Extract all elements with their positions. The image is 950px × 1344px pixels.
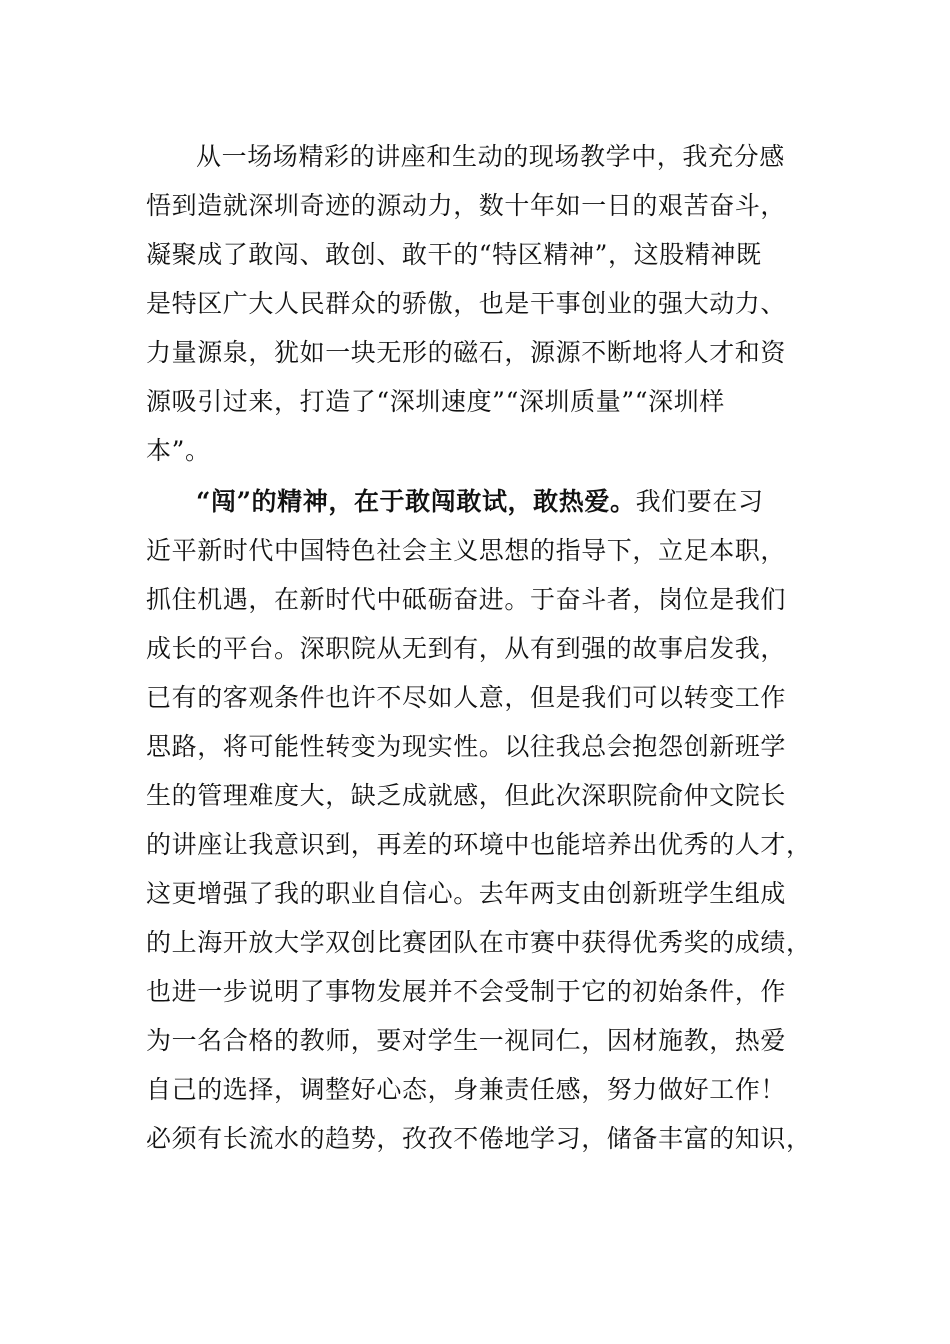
paragraph-line: 也进一步说明了事物发展并不会受制于它的初始条件，作 (146, 977, 787, 1006)
paragraph-line: 悟到造就深圳奇迹的源动力，数十年如一日的艰苦奋斗， (146, 191, 787, 220)
paragraph-line: 近平新时代中国特色社会主义思想的指导下，立足本职， (146, 536, 787, 565)
paragraph-line: 的讲座让我意识到，再差的环境中也能培养出优秀的人才， (146, 830, 812, 859)
paragraph-line: 成长的平台。深职院从无到有，从有到强的故事启发我， (146, 634, 787, 663)
paragraph-line: 抓住机遇，在新时代中砥砺奋进。于奋斗者，岗位是我们 (146, 585, 787, 614)
paragraph-line: 已有的客观条件也许不尽如人意，但是我们可以转变工作 (146, 683, 787, 712)
paragraph-line: 本”。 (146, 436, 211, 465)
paragraph-line: 为一名合格的教师，要对学生一视同仁，因材施教，热爱 (146, 1026, 787, 1055)
paragraph-line: 凝聚成了敢闯、敢创、敢干的“特区精神”，这股精神既 (146, 240, 762, 269)
paragraph-line: 这更增强了我的职业自信心。去年两支由创新班学生组成 (146, 879, 787, 908)
paragraph-line: 必须有长流水的趋势，孜孜不倦地学习，储备丰富的知识， (146, 1124, 812, 1153)
paragraph-line: 的上海开放大学双创比赛团队在市赛中获得优秀奖的成绩， (146, 928, 812, 957)
bold-lead-sentence: “闯”的精神，在于敢闯敢试，敢热爱。 (196, 487, 636, 516)
paragraph-line: 是特区广大人民群众的骄傲，也是干事创业的强大动力、 (146, 289, 787, 318)
paragraph-line: 源吸引过来，打造了“深圳速度”“深圳质量”“深圳样 (146, 387, 725, 416)
paragraph-line: 生的管理难度大，缺乏成就感，但此次深职院俞仲文院长 (146, 781, 787, 810)
paragraph-line: 力量源泉，犹如一块无形的磁石，源源不断地将人才和资 (146, 338, 787, 367)
paragraph-first-line (196, 482, 806, 522)
paragraph-line: 自己的选择，调整好心态，身兼责任感，努力做好工作！ (146, 1075, 787, 1104)
paragraph-line: 从一场场精彩的讲座和生动的现场教学中，我充分感 (196, 142, 785, 171)
lead-continuation: 我们要在习 (635, 487, 764, 516)
paragraph-line: 思路，将可能性转变为现实性。以往我总会抱怨创新班学 (146, 732, 787, 761)
